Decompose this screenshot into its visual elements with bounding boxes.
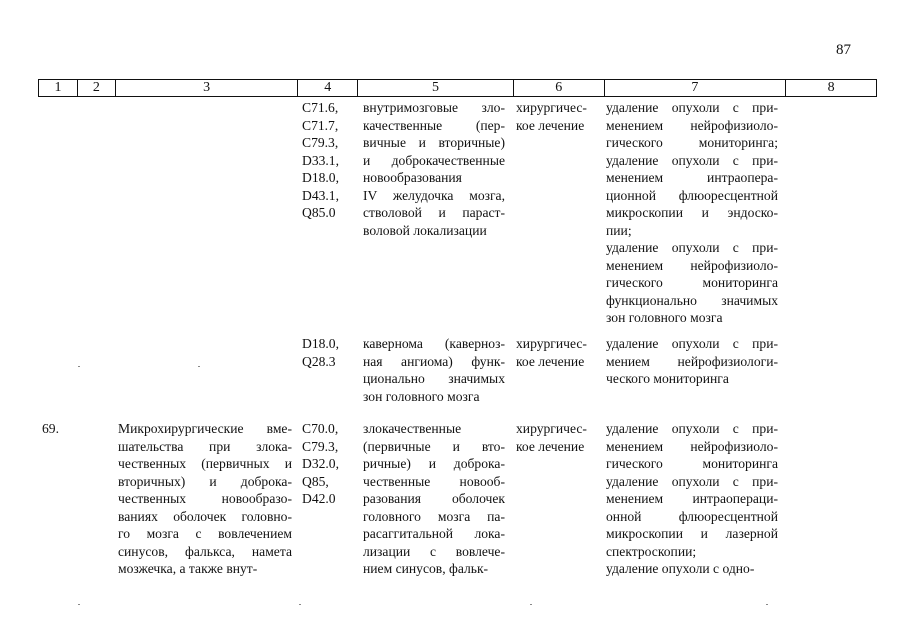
text-line: удаление опухоли с одно- (606, 561, 755, 576)
text-line: D33.1, (302, 152, 340, 168)
text-line: удаление опухоли с при- (606, 421, 778, 436)
row3-method (606, 420, 778, 578)
text-line: D32.0, (302, 456, 340, 471)
text-line: кое лечение (516, 353, 585, 369)
text-line: зон головного мозга (606, 310, 723, 325)
text-line: Q85.0 (302, 205, 336, 220)
text-line: удаление опухоли с при- (606, 240, 778, 255)
row2-method (606, 335, 778, 388)
text-line: гического мониторинга (606, 275, 778, 290)
text-line: удаление опухоли с при- (606, 336, 778, 351)
text-line: онной флюоресцентной (606, 508, 778, 524)
text-line: C71.6, (302, 100, 339, 115)
text-line: C70.0, (302, 421, 339, 436)
row2-codes (302, 335, 339, 370)
text-line: C79.3, (302, 438, 339, 454)
text-line: чественные новооб- (363, 473, 505, 489)
text-line: C79.3, (302, 135, 339, 150)
text-line: ционально значимых (363, 371, 505, 386)
row1-codes (302, 99, 339, 222)
text-line: D18.0, (302, 336, 340, 351)
text-line: ционной флюоресцентной (606, 187, 778, 203)
text-line: (первичные и вто- (363, 438, 505, 454)
header-col-2: 2 (78, 80, 116, 96)
text-line: чественных (первичных и (118, 456, 292, 471)
header-col-1: 1 (39, 80, 78, 96)
text-line: IV желудочка мозга, (363, 187, 505, 203)
text-line: разования оболочек (363, 491, 505, 506)
text-line: вторичных) и доброка- (118, 473, 292, 489)
scan-speck (299, 604, 301, 605)
text-line: мозжечка, а также внут- (118, 561, 258, 576)
text-line: нием синусов, фальк- (363, 561, 489, 576)
text-line: микроскопии и эндоско- (606, 205, 778, 220)
header-col-3: 3 (116, 80, 299, 96)
scan-speck (530, 604, 532, 605)
text-line: вичные и вторичные) (363, 135, 505, 150)
text-line: микроскопии и лазерной (606, 526, 778, 541)
text-line: пии; (606, 222, 632, 238)
text-line: хирургичес- (516, 421, 587, 436)
text-line: ная ангиома) функ- (363, 353, 505, 369)
header-col-4: 4 (298, 80, 358, 96)
row3-number: 69. (42, 421, 59, 436)
text-line: новообразования (363, 170, 462, 185)
table-header-row (38, 79, 877, 97)
row2-treatment-type (516, 335, 587, 370)
text-line: хирургичес- (516, 336, 587, 351)
text-line: менением интраопера- (606, 170, 778, 185)
header-col-7: 7 (605, 80, 787, 96)
text-line: функционально значимых (606, 292, 778, 308)
row3-model (363, 420, 505, 578)
text-line: Микрохирургические вме- (118, 421, 292, 436)
text-line: кое лечение (516, 117, 585, 133)
row1-treatment-type (516, 99, 587, 134)
scan-speck (198, 366, 200, 367)
text-line: ваниях оболочек головно- (118, 508, 292, 524)
page-number: 87 (836, 42, 851, 58)
text-line: шательства при злока- (118, 438, 292, 454)
row2-model (363, 335, 505, 405)
scan-speck (78, 366, 80, 367)
text-line: гического мониторинга (606, 456, 778, 471)
text-line: внутримозговые зло- (363, 100, 505, 115)
text-line: ческого мониторинга (606, 371, 729, 386)
text-line: лизации с вовлече- (363, 543, 505, 559)
text-line: и доброкачественные (363, 152, 505, 168)
text-line: менением интраопераци- (606, 491, 778, 506)
header-col-5: 5 (358, 80, 514, 96)
text-line: чественных новообразо- (118, 491, 292, 506)
text-line: удаление опухоли с при- (606, 152, 778, 168)
header-col-6: 6 (514, 80, 605, 96)
text-line: расаггитальной лока- (363, 526, 505, 541)
text-line: воловой локализации (363, 222, 487, 238)
text-line: гического мониторинга; (606, 135, 778, 150)
text-line: спектроскопии; (606, 543, 697, 559)
text-line: менением нейрофизиоло- (606, 117, 778, 133)
text-line: зон головного мозга (363, 388, 480, 404)
row1-model (363, 99, 505, 239)
text-line: хирургичес- (516, 100, 587, 115)
text-line: D18.0, (302, 170, 340, 185)
text-line: кое лечение (516, 438, 585, 454)
scan-speck (78, 604, 80, 605)
text-line: менением нейрофизиоло- (606, 438, 778, 454)
text-line: злокачественные (363, 421, 462, 436)
text-line: стволовой и параст- (363, 205, 505, 220)
text-line: D43.1, (302, 187, 340, 203)
text-line: удаление опухоли с при- (606, 473, 778, 489)
text-line: мением нейрофизиологи- (606, 353, 778, 369)
text-line: ричные) и доброка- (363, 456, 505, 471)
row3-treatment-type (516, 420, 587, 455)
text-line: головного мозга па- (363, 508, 505, 524)
text-line: D42.0 (302, 491, 336, 506)
row3-codes (302, 420, 339, 508)
text-line: кавернома (каверноз- (363, 336, 505, 351)
text-line: Q28.3 (302, 353, 336, 369)
text-line: Q85, (302, 473, 329, 489)
row3-name (118, 420, 292, 578)
text-line: менением нейрофизиоло- (606, 257, 778, 273)
text-line: синусов, фалькса, намета (118, 543, 292, 559)
scan-speck (766, 604, 768, 605)
text-line: C71.7, (302, 117, 339, 133)
header-col-8: 8 (827, 80, 835, 95)
text-line: го мозга с вовлечением (118, 526, 292, 541)
text-line: удаление опухоли с при- (606, 100, 778, 115)
row1-method (606, 99, 778, 327)
text-line: качественные (пер- (363, 117, 505, 133)
